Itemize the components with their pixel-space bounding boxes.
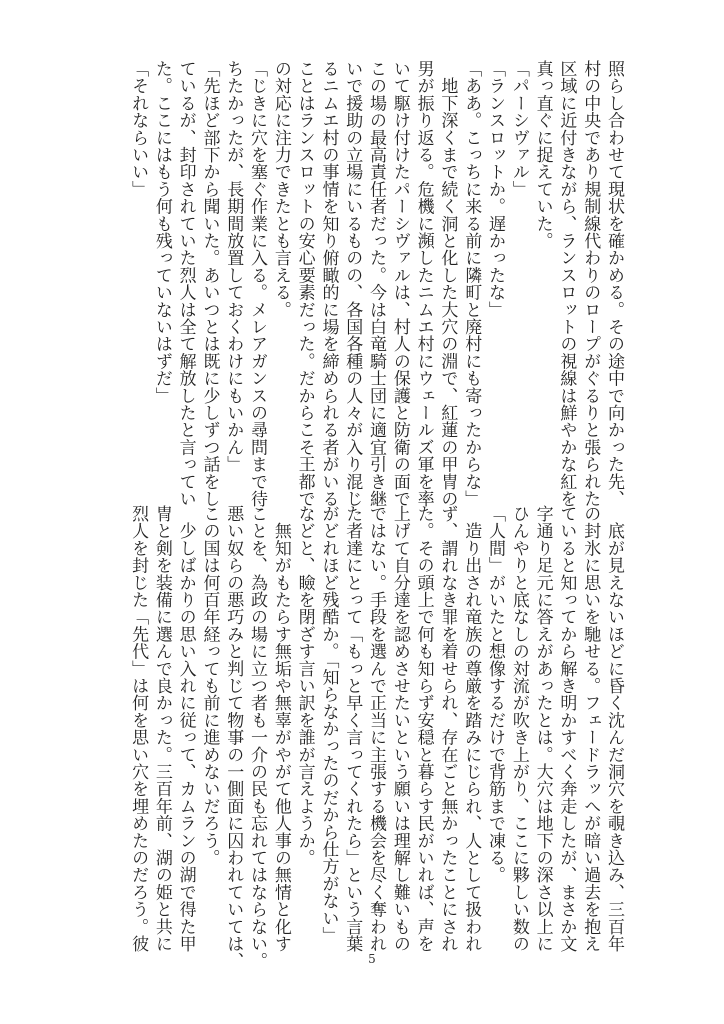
text-block-bottom: [124, 505, 625, 970]
text-line: 無知がもたらす無垢や無辜がやがて他人事の無情と化す: [270, 505, 291, 953]
text-line: 「それならいい」: [128, 60, 149, 198]
text-line: 照らし合わせて現状を確かめる。その途中で向かった先、: [604, 60, 624, 508]
text-line: がどれほど残酷か。「知らなかったのだから仕方がない」: [318, 505, 339, 944]
text-line: 上げて自分達を認めさせたいという願いは理解し難いもの: [389, 505, 410, 953]
text-line: 真っ直ぐに捉えていた。: [532, 60, 553, 250]
text-line: た者達にとって「もっと早く言ってくれたら」という言葉: [342, 505, 363, 953]
text-line: 村の中央であり規制線代わりのロープがぐるりと張られた: [580, 60, 601, 508]
text-line: 「ああ。こっちに来る前に隣町と廃村にも寄ったからな」: [461, 60, 482, 508]
text-line: ているが、封印されていた烈人は全て解放したと言ってい: [175, 60, 196, 508]
text-line: などと、瞼を閉ざす言い訳を誰が言えようか。: [294, 505, 315, 867]
text-line: 烈人を封じた「先代」は何を思い穴を埋めたのだろう。彼: [128, 505, 149, 953]
text-line: 「パーシヴァル」: [508, 60, 529, 198]
text-line: ことを、為政の場に立つ者も一介の民も忘れてはならない。: [247, 505, 268, 970]
text-block-top: [124, 60, 625, 508]
text-line: ちたかったが、長期間放置しておくわけにもいかん」: [223, 60, 244, 473]
text-line: 造り出され竜族の尊厳を踏みにじられ、人として扱われ: [461, 505, 482, 953]
text-line: この国は何百年経っても前に進めないだろう。: [199, 505, 220, 867]
text-line: 「ランスロットか。遅かったな」: [485, 60, 506, 318]
text-line: ていると知ってから解き明かすべく奔走したが、まさか文: [556, 505, 577, 953]
text-line: いて駆け付けたパーシヴァルは、村人の保護と防衛の面で: [389, 60, 410, 508]
text-line: 男が振り返る。危機に瀕したニムエ村にウェールズ軍を率: [413, 60, 434, 508]
text-line: 区域に近付きながら、ランスロットの視線は鮮やかな紅を: [556, 60, 577, 508]
text-line: 底が見えないほどに昏く沈んだ洞穴を覗き込み、三百年: [604, 505, 624, 953]
text-line: ず、謂れなき罪を着せられ、存在ごと無かったことにされ: [437, 505, 458, 953]
text-line: 冑と剣を装備に選んで良かった。三百年前、湖の姫と共に: [151, 505, 172, 953]
text-line: 「人間」がいたと想像するだけで背筋まで凍る。: [485, 505, 506, 884]
text-line: この場の最高責任者だった。今は白竜騎士団に適宜引き継: [366, 60, 387, 508]
text-line: 「じきに穴を塞ぐ作業に入る。メレアガンスの尋問まで待: [247, 60, 268, 508]
text-line: いで援助の立場にいるものの、各国各種の人々が入り混じ: [342, 60, 363, 508]
text-line: の対応に注力できたとも言える。: [270, 60, 291, 318]
page-number: 5: [368, 952, 376, 966]
text-line: 少しばかりの思い入れに従って、カムランの湖で得た甲: [175, 505, 196, 953]
text-line: ひんやりと底なしの対流が吹き上がり、ここに夥しい数の: [508, 505, 529, 953]
text-line: た。その頭上で何も知らず安穏と暮らす民がいれば、声を: [413, 505, 434, 953]
text-line: るニムエ村の事情を知り俯瞰的に場を締められる者がいる: [318, 60, 339, 508]
text-line: 悪い奴らの悪巧みと判じて物事の一側面に囚われていては、: [223, 505, 244, 970]
text-line: 「先ほど部下から聞いた。あいつとは既に少しずつ話をし: [199, 60, 220, 508]
text-line: 字通り足元に答えがあったとは。大穴は地下の深さ以上に: [532, 505, 553, 953]
text-line: 地下深くまで続く洞と化した大穴の淵で、紅蓮の甲冑の: [437, 60, 458, 508]
text-line: た。ここにはもう何も残っていないはずだ」: [151, 60, 172, 404]
text-line: ではない。手段を選んで正当に主張する機会を尽く奪われ: [366, 505, 387, 953]
text-line: の封氷に思いを馳せる。フェードラッへが暗い過去を抱え: [580, 505, 601, 953]
text-line: ことはランスロットの安心要素だった。だからこそ王都で: [294, 60, 315, 508]
